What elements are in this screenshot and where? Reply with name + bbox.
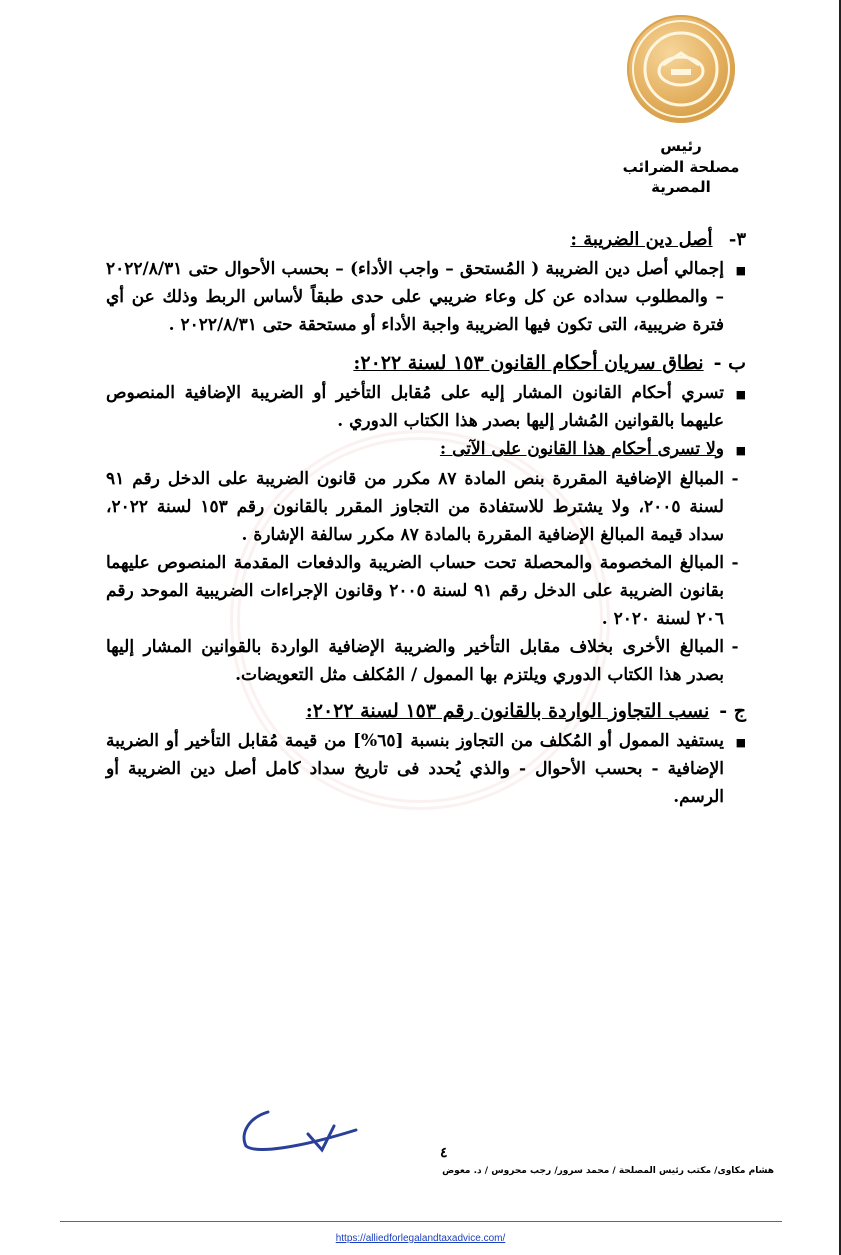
page-number: ٤ [440,1145,448,1161]
list-item [106,379,746,435]
section-c-heading [106,697,746,725]
ministry-seal-logo [627,15,735,123]
section-number: ٣- [728,229,746,250]
list-item [106,255,746,339]
paragraph: يستفيد الممول أو المُكلف من التجاوز بنسبة [٦٥%] من قيمة مُقابل التأخير أو الضريبة الإضافية - بحسب الأحوال - والذي يُحدد فى تاريخ سداد كامل أصل دين الضريبة أو الرسم. [106,731,725,807]
paragraph: إجمالي أصل دين الضريبة ( المُستحق – واجب الأداء) – بحسب الأحوال حتى ٢٠٢٢/٨/٣١ – والمطلوب سداده عن كل وعاء ضريبي على حدى طبقاً لأساس الربط وذلك عن أي فترة ضريبية، التى تكون فيها الضريبة واجبة الأداء أو مستحقة حتى ٢٠٢٢/٨/٣١ . [106,259,724,335]
dash-bullet: - [731,637,739,657]
sub-list-item [106,465,746,549]
sub-list-item [106,633,746,689]
paragraph: المبالغ الإضافية المقررة بنص المادة ٨٧ مكرر من قانون الضريبة على الدخل رقم ٩١ لسنة ٢٠٠٥، ولا يشترط للاستفادة من التجاوز المقرر بالقانون رقم ١٥٣ لسنة ٢٠٢٢، سداد قيمة المبالغ الإضافية المقررة بالمادة ٨٧ مكرر سالفة الإشارة . [106,469,724,545]
paragraph: تسري أحكام القانون المشار إليه على مُقابل التأخير أو الضريبة الإضافية المنصوص عليهما بالقوانين المُشار إليها بصدر هذا الكتاب الدوري . [106,383,724,431]
dash-bullet: - [731,469,739,489]
letterhead-subtitle: مصلحة الضرائب المصرية [622,158,740,196]
section-letter: ب - [713,352,746,374]
square-bullet-icon: ■ [735,388,746,401]
letterhead [601,15,761,197]
section-b-heading [106,349,746,377]
footer-divider [60,1221,782,1222]
footer-link[interactable]: https://alliedforlegalandtaxadvice.com/ [335,1233,506,1244]
section-title: نطاق سريان أحكام القانون ١٥٣ لسنة ٢٠٢٢: [353,352,704,374]
section-title: نسب التجاوز الواردة بالقانون رقم ١٥٣ لسنة ٢٠٢٢: [305,700,710,722]
signature [238,1104,368,1158]
document-body [106,225,746,811]
list-item [106,727,746,811]
square-bullet-icon: ■ [735,264,746,277]
paragraph: المبالغ الأخرى بخلاف مقابل التأخير والضريبة الإضافية الواردة بالقوانين المشار إليها بصدر هذا الكتاب الدوري ويلتزم بها الممول / المُكلف مثل التعويضات. [106,637,724,685]
list-item [106,435,746,465]
section-letter: ج - [719,700,746,722]
section-3-heading [106,225,746,255]
paragraph: المبالغ المخصومة والمحصلة تحت حساب الضريبة والدفعات المقدمة المنصوص عليهما بقانون الضريبة على الدخل رقم ٩١ لسنة ٢٠٠٥ وقانون الإجراءات الضريبية الموحد رقم ٢٠٦ لسنة ٢٠٢٠ . [106,553,724,629]
footer-names: هشام مكاوى/ مكتب رئيس المصلحة / محمد سرور/ رجب محروس / د. معوض [442,1166,774,1176]
dash-bullet: - [731,553,739,573]
paragraph: ولا تسرى أحكام هذا القانون على الآتى : [439,439,724,459]
sub-list-item [106,549,746,633]
section-title: أصل دين الضريبة : [570,229,713,250]
square-bullet-icon: ■ [735,736,746,749]
letterhead-title: رئيس [660,137,702,155]
seal-emblem-icon [627,15,735,123]
square-bullet-icon: ■ [735,444,746,457]
